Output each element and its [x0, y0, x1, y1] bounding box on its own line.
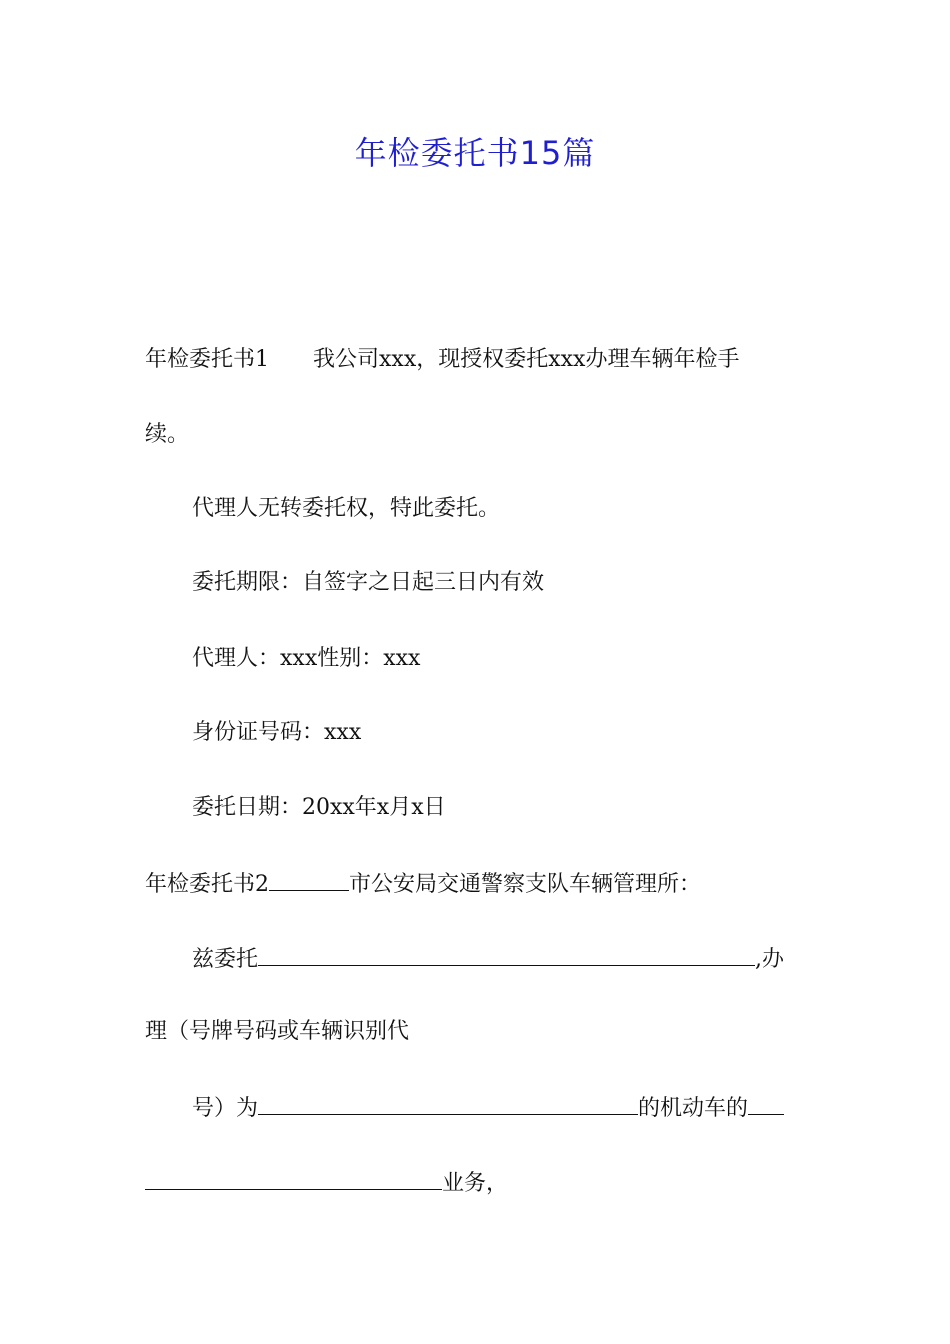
blank-agent[interactable] [258, 943, 755, 966]
section1-continuation: 续。 [145, 422, 190, 447]
paragraph-entrust-date: 委托日期：20xx年x月x日 [192, 795, 446, 820]
paragraph-id-number: 身份证号码：xxx [192, 720, 362, 745]
section1-heading: 年检委托书1 [145, 347, 269, 372]
document-title: 年检委托书15篇 [354, 134, 596, 172]
section2-vehicle-line [192, 1092, 784, 1124]
paragraph-agent-gender: 代理人：xxx性别：xxx [192, 646, 421, 671]
blank-vehicle-id[interactable] [258, 1092, 638, 1115]
paragraph-validity-period: 委托期限：自签字之日起三日内有效 [192, 570, 545, 595]
blank-business-start[interactable] [748, 1092, 784, 1115]
blank-city[interactable] [269, 868, 349, 891]
section2-first-line [145, 868, 701, 900]
section2-entrust-line [192, 943, 784, 975]
section2-entrust-continuation: 理（号牌号码或车辆识别代 [145, 1019, 410, 1044]
vehicle-prefix: 号）为 [192, 1096, 259, 1121]
blank-business[interactable] [145, 1167, 442, 1190]
section2-business-line [145, 1167, 508, 1199]
section2-heading: 年检委托书2 [145, 872, 269, 897]
entrust-suffix: ,办 [755, 947, 785, 972]
business-suffix: 业务， [442, 1171, 509, 1196]
vehicle-suffix: 的机动车的 [638, 1096, 749, 1121]
entrust-prefix: 兹委托 [192, 947, 259, 972]
paragraph-no-subdelegation: 代理人无转委托权，特此委托。 [192, 496, 501, 521]
section1-first-line [145, 345, 739, 375]
section1-body: 我公司xxx，现授权委托xxx办理车辆年检手 [313, 347, 740, 372]
section2-addressee: 市公安局交通警察支队车辆管理所： [349, 872, 702, 897]
